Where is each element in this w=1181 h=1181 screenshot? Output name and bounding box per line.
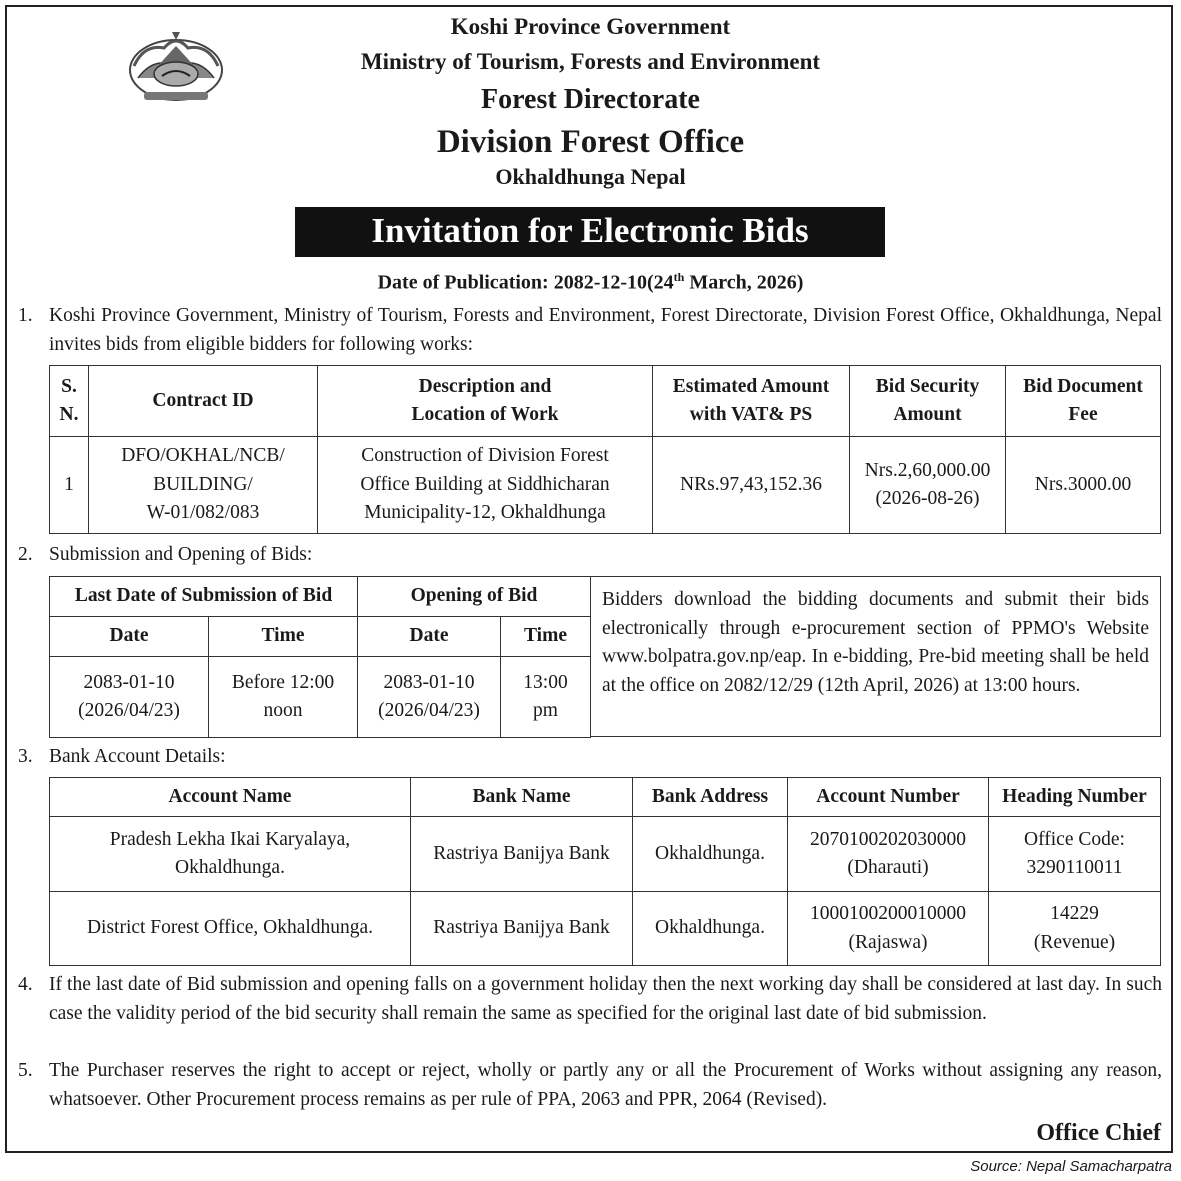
clause-1: 1. Koshi Province Government, Ministry of Tourism, Forests and Environment, Forest Directorate, Division Forest Office, Okhaldhunga, Nepal invites bids from eligible bidders for following works: [18,305,1162,355]
cell-bid-fee: Nrs.3000.00 [1006,437,1161,534]
header-open-time: Time [501,617,591,657]
header-account-name: Account Name [50,778,411,817]
header-province: Koshi Province Government [450,14,731,39]
cell-account-name: Pradesh Lekha Ikai Karyalaya, Okhaldhunga. [50,817,411,892]
header-heading-number: Heading Number [989,778,1161,817]
cell-sub-date: 2083-01-10 (2026/04/23) [50,657,209,738]
header-location: Okhaldhunga Nepal [495,164,686,189]
clause-2: 2. Submission and Opening of Bids: [18,544,313,565]
header-estimate: Estimated Amount with VAT& PS [653,366,850,437]
header-sn: S. N. [50,366,89,437]
notice-title-banner: Invitation for Electronic Bids [295,207,885,257]
header-bank-address: Bank Address [633,778,788,817]
header-opening: Opening of Bid [358,577,591,617]
cell-account-name: District Forest Office, Okhaldhunga. [50,892,411,966]
source-credit: Source: Nepal Samacharpatra [970,1158,1172,1175]
cell-account-number: 1000100200010000 (Rajaswa) [788,892,989,966]
header-ministry: Ministry of Tourism, Forests and Environment [360,49,821,74]
header-description: Description and Location of Work [318,366,653,437]
header-directorate: Forest Directorate [481,84,700,115]
table-row [50,657,591,738]
cell-sn: 1 [50,437,89,534]
header-contract-id: Contract ID [89,366,318,437]
signoff-office-chief: Office Chief [1036,1120,1161,1146]
clause-4: 4. If the last date of Bid submission and opening falls on a government holiday then the next working day shall be considered at last day. In such case the validity period of the bid security shall remain the same as specified for the original last date of bid submission. [18,974,1162,1024]
cell-open-time: 13:00 pm [501,657,591,738]
cell-bid-security: Nrs.2,60,000.00 (2026-08-26) [850,437,1006,534]
header-bank-name: Bank Name [411,778,633,817]
clause-3: 3. Bank Account Details: [18,746,226,767]
cell-open-date: 2083-01-10 (2026/04/23) [358,657,501,738]
clause-5: 5. The Purchaser reserves the right to accept or reject, wholly or partly any or all the Procurement of Works without assigning any reason, whatsoever. Other Procurement process remains as per rule of PPA, 2063 and PPR, 2064 (Revised). [18,1060,1162,1110]
header-sub-date: Date [50,617,209,657]
table-row [50,437,1161,534]
cell-account-number: 2070100202030000 (Dharauti) [788,817,989,892]
header-account-number: Account Number [788,778,989,817]
bid-instructions: Bidders download the bidding documents and submit their bids electronically through e-procurement section of PPMO's Website www.bolpatra.gov.np/eap. In e-bidding, Pre-bid meeting shall be held at the office on 2082/12/29 (12th April, 2026) at 13:00 hours. [590,576,1161,737]
header-bid-fee: Bid Document Fee [1006,366,1161,437]
header-office: Division Forest Office [436,124,745,160]
cell-bank-name: Rastriya Banijya Bank [411,892,633,966]
header-open-date: Date [358,617,501,657]
cell-contract-id: DFO/OKHAL/NCB/ BUILDING/ W-01/082/083 [89,437,318,534]
header-last-submission: Last Date of Submission of Bid [50,577,358,617]
cell-description: Construction of Division Forest Office Building at Siddhicharan Municipality-12, Okhaldhunga [318,437,653,534]
cell-bank-address: Okhaldhunga. [633,817,788,892]
works-table [49,365,1161,534]
header-sub-time: Time [209,617,358,657]
table-row [50,892,1161,966]
submission-table [49,576,591,738]
cell-bank-name: Rastriya Banijya Bank [411,817,633,892]
publication-date: Date of Publication: 2082-12-10(24th March, 2026) [377,270,804,294]
bank-table [49,777,1161,966]
cell-heading-number: Office Code: 3290110011 [989,817,1161,892]
cell-bank-address: Okhaldhunga. [633,892,788,966]
cell-heading-number: 14229 (Revenue) [989,892,1161,966]
cell-estimate: NRs.97,43,152.36 [653,437,850,534]
table-row [50,817,1161,892]
cell-sub-time: Before 12:00 noon [209,657,358,738]
header-bid-security: Bid Security Amount [850,366,1006,437]
